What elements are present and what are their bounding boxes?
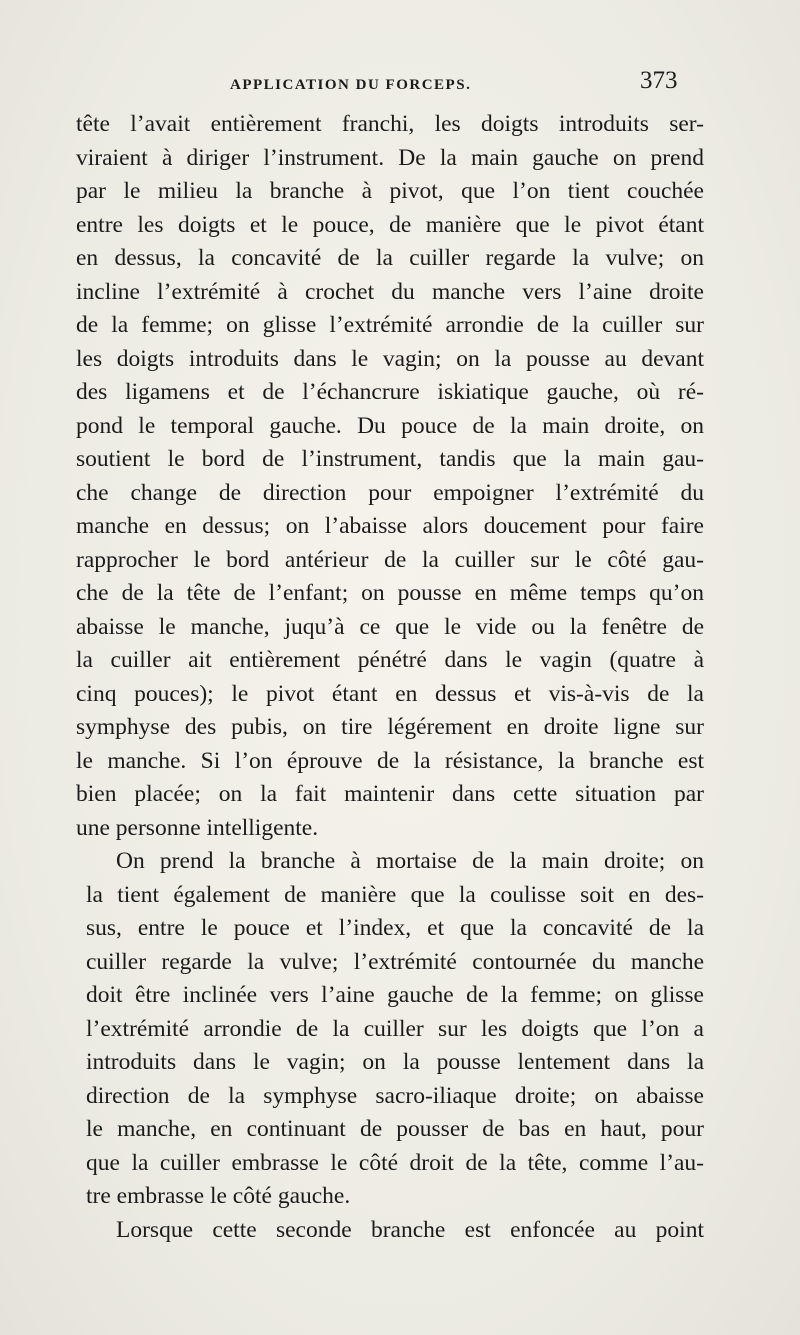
text-line: viraient à diriger l’instrument. De la main gauche on prend xyxy=(76,144,704,171)
text-line: la cuiller ait entièrement pénétré dans le vagin (quatre à xyxy=(76,647,704,673)
body-text xyxy=(76,108,704,1247)
text-line: abaisse le manche, juqu’à ce que le vide ou la fenêtre de xyxy=(76,613,704,640)
text-line: tête l’avait entièrement franchi, les doigts introduits ser- xyxy=(76,111,704,137)
text-line: direction de la symphyse sacro-iliaque droite; on abaisse xyxy=(86,1082,704,1109)
text-line: de la femme; on glisse l’extrémité arrondie de la cuiller sur xyxy=(76,312,704,338)
paragraph-last-line: une personne intelligente. xyxy=(76,814,319,841)
text-line: la tient également de manière que la coulisse soit en des- xyxy=(86,881,704,908)
text-line: che change de direction pour empoigner l’extrémité du xyxy=(76,479,704,506)
text-line: manche en dessus; on l’abaisse alors doucement pour faire xyxy=(76,513,704,539)
text-line: les doigts introduits dans le vagin; on la pousse au devant xyxy=(76,345,704,372)
text-line: introduits dans le vagin; on la pousse lentement dans la xyxy=(86,1049,704,1075)
text-line: che de la tête de l’enfant; on pousse en même temps qu’on xyxy=(76,580,704,606)
text-line: bien placée; on la fait maintenir dans cette situation par xyxy=(76,781,704,807)
paragraph-last-line: tre embrasse le côté gauche. xyxy=(86,1183,351,1209)
text-line: sus, entre le pouce et l’index, et que la concavité de la xyxy=(86,915,704,941)
text-line: cinq pouces); le pivot étant en dessus et vis-à-vis de la xyxy=(76,680,704,707)
text-line: que la cuiller embrasse le côté droit de la tête, comme l’au- xyxy=(86,1149,704,1176)
running-title: APPLICATION DU FORCEPS. xyxy=(230,77,472,93)
text-line: symphyse des pubis, on tire légérement en droite ligne sur xyxy=(76,714,704,740)
text-line: cuiller regarde la vulve; l’extrémité contournée du manche xyxy=(86,948,704,975)
text-line: pond le temporal gauche. Du pouce de la main droite, on xyxy=(76,412,704,439)
paragraph-first-line: Lorsque cette seconde branche est enfoncée au point xyxy=(116,1216,704,1243)
text-line: le manche. Si l’on éprouve de la résistance, la branche est xyxy=(76,747,704,774)
text-line: rapprocher le bord antérieur de la cuiller sur le côté gau- xyxy=(76,546,704,573)
text-line: doit être inclinée vers l’aine gauche de la femme; on glisse xyxy=(86,982,704,1008)
text-line: entre les doigts et le pouce, de manière que le pivot étant xyxy=(76,211,704,238)
page-number: 373 xyxy=(640,67,678,94)
text-line: des ligamens et de l’échancrure iskiatique gauche, où ré- xyxy=(76,379,704,405)
text-line: en dessus, la concavité de la cuiller regarde la vulve; on xyxy=(76,245,704,271)
paragraph-first-line: On prend la branche à mortaise de la main droite; on xyxy=(116,848,704,874)
text-line: le manche, en continuant de pousser de bas en haut, pour xyxy=(86,1116,704,1142)
text-line: incline l’extrémité à crochet du manche vers l’aine droite xyxy=(76,278,704,305)
text-line: soutient le bord de l’instrument, tandis que la main gau- xyxy=(76,446,704,472)
text-line: l’extrémité arrondie de la cuiller sur les doigts que l’on a xyxy=(86,1015,704,1042)
text-line: par le milieu la branche à pivot, que l’on tient couchée xyxy=(76,178,704,204)
running-head xyxy=(0,67,800,105)
